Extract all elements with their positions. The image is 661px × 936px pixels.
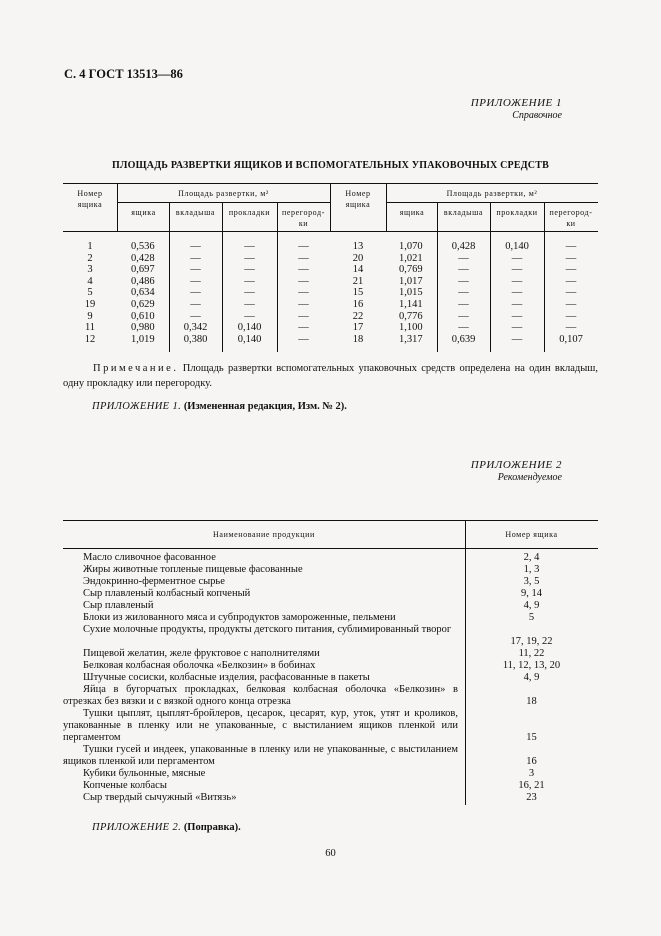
appendix2-amendment [92, 822, 241, 833]
page-header: С. 4 ГОСТ 13513—86 [64, 67, 183, 81]
area-table [63, 183, 598, 353]
header-insert: вкладыша [175, 208, 216, 217]
right-insert-area: 0,428 — — — — — — — 0,639 [451, 241, 476, 345]
amend1-label: ПРИЛОЖЕНИЕ 1. [92, 401, 182, 412]
table1-title: ПЛОЩАДЬ РАЗВЕРТКИ ЯЩИКОВ И ВСПОМОГАТЕЛЬНЫХ УПАКОВОЧНЫХ СРЕДСТВ [112, 160, 549, 171]
left-box-numbers: 1 2 3 4 5 19 9 11 12 [84, 241, 96, 345]
table1-note [63, 361, 598, 391]
header-divider-right: перегород- ки [549, 208, 593, 228]
left-divider-area: — — — — — — — — — [298, 241, 309, 345]
note-label: Примечание. [93, 363, 179, 374]
left-pad-area: — — — — — — — 0,140 0,140 [237, 241, 262, 345]
page-number: 60 [325, 848, 336, 859]
header-pad: прокладки [228, 208, 271, 217]
header-product: Наименование продукции [213, 530, 315, 539]
header-area: Площадь развертки, м² [178, 189, 269, 198]
header-pad-right: прокладки [496, 208, 538, 217]
amend2-text: (Поправка). [183, 822, 241, 833]
product-table: Наименование продукции Номер ящика Масло сливочное фасованное 2, 4 Жиры животные топленые пищевые фасованные 1, 3 Эндокринно-ферментное сырье 3, 5 Сыр плавленый колбасный копченый 9, 14 Сыр плавленый 4, 9 Блоки из жилованного мяса и субпродуктов замороженные, пельмени 5 Сухие молочные продукты, продукты детского питания, сублимированный творог 17, 19, 22 Пищевой желатин, желе фруктовое с наполнителями 11, 22 Белковая колбасная оболочка «Белкозин» в бобинах 11, 12, 13, 20 Штучные сосиски, колбасные изделия, расфасованные в пакеты 4, 9 Яйца в бугорчатых прокладках, белковая колбасная оболочка «Белкозин» в отрезках без вязки и с вязкой одного конца отрезка 18 Тушки цыплят, цыплят-бройлеров, цесарок, цесарят, кур, уток, утят и кроликов, упакованные в пленку или не упакованные, с выстиланием ящиков пленкой или пергаментом 15 Тушки гусей и индеек, упакованные в пленку или не упакованные, с выстиланием ящиков пленкой или пергаментом 16 Кубики бульонные, мясные 3 Копченые колбасы 16, 21 Сыр твердый сычужный «Витязь» 23 [63, 520, 598, 805]
right-pad-area: 0,140 — — — — — — — — [505, 241, 529, 345]
header-box: ящика [131, 208, 156, 217]
header-box-number-right: Номер ящика [345, 189, 371, 209]
header-box-right: ящика [399, 208, 425, 217]
right-box-area: 1,070 1,021 0,769 1,017 1,015 1,141 0,776 1,100 1,317 [399, 241, 423, 345]
appendix1-subtitle: Справочное [512, 110, 562, 121]
appendix1-amendment [92, 401, 347, 412]
header-box-no: Номер ящика [505, 530, 558, 539]
amend2-label: ПРИЛОЖЕНИЕ 2. [92, 822, 182, 833]
right-divider-area: — — — — — — — — 0,107 [559, 241, 583, 345]
appendix2-subtitle: Рекомендуемое [497, 472, 562, 483]
amend1-text: (Измененная редакция, Изм. № 2). [183, 401, 347, 412]
left-insert-area: — — — — — — — 0,342 0,380 [183, 241, 208, 345]
header-box-number: Номер ящика [77, 189, 103, 209]
header-area-right: Площадь развертки, м² [446, 189, 538, 198]
header-divider: перегород- ки [282, 208, 325, 228]
appendix2-title: ПРИЛОЖЕНИЕ 2 [470, 459, 562, 471]
note-text: Площадь развертки вспомогательных упаковочных средств определена на один вкладыш, одну прокладку или перегородку. [63, 363, 598, 389]
header-insert-right: вкладыша [443, 208, 484, 217]
appendix1-title: ПРИЛОЖЕНИЕ 1 [470, 97, 562, 109]
left-box-area: 0,536 0,428 0,697 0,486 0,634 0,629 0,610 0,980 1,019 [131, 241, 155, 345]
right-box-numbers: 13 20 14 21 15 16 22 17 18 [352, 241, 364, 345]
